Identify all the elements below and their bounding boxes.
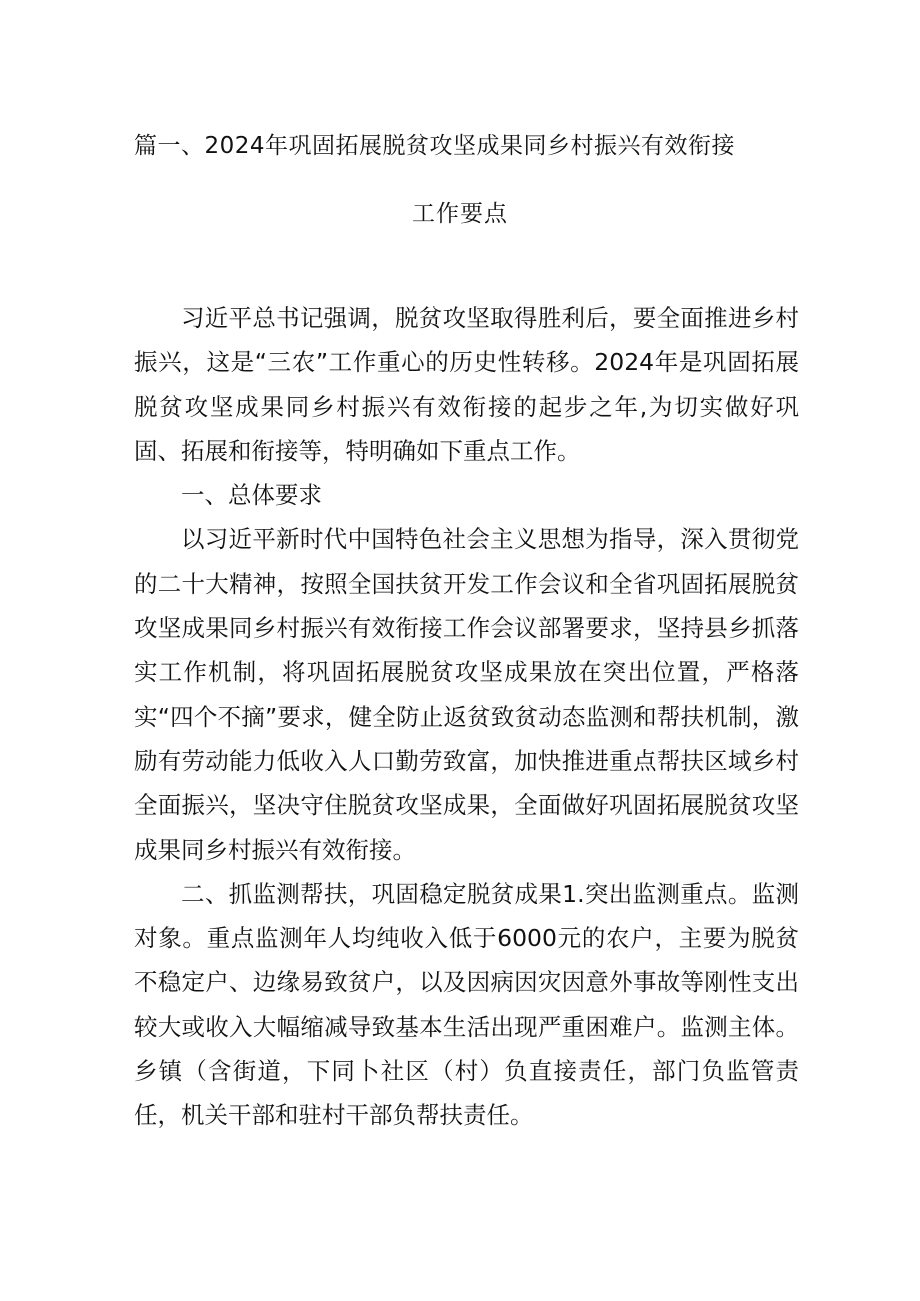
document-body	[134, 296, 799, 1138]
document-title: 篇一、2024年巩固拓展脱贫攻坚成果同乡村振兴有效衔接	[134, 133, 736, 159]
document-subtitle: 工作要点	[412, 201, 508, 227]
intro-paragraph: 习近平总书记强调，脱贫攻坚取得胜利后，要全面推进乡村振兴，这是“三农”工作重心的历史性转移。2024年是巩固拓展脱贫攻坚成果同乡村振兴有效衔接的起步之年,为切实做好巩固、拓展和衔接等，特明确如下重点工作。	[134, 304, 799, 465]
overall-requirements-paragraph: 以习近平新时代中国特色社会主义思想为指导，深入贯彻党的二十大精神，按照全国扶贫开发工作会议和全省巩固拓展脱贫攻坚成果同乡村振兴有效衔接工作会议部署要求，坚持县乡抓落实工作机制，将巩固拓展脱贫攻坚成果放在突出位置，严格落实“四个不摘”要求，健全防止返贫致贫动态监测和帮扶机制，激励有劳动能力低收入人口勤劳致富，加快推进重点帮扶区域乡村全面振兴，坚决守住脱贫攻坚成果，全面做好巩固拓展脱贫攻坚成果同乡村振兴有效衔接。	[134, 525, 799, 864]
section-heading-overall-requirements: 一、总体要求	[181, 481, 322, 510]
monitoring-assistance-paragraph: 二、抓监测帮扶，巩固稳定脱贫成果1.突出监测重点。监测对象。重点监测年人均纯收入低于6000元的农户，主要为脱贫不稳定户、边缘易致贫户，以及因病因灾因意外事故等刚性支出较大或收入大幅缩减导致基本生活出现严重困难户。监测主体。乡镇（含街道，下同卜社区（村）负直接责任，部门负监管责任，机关干部和驻村干部负帮扶责任。	[134, 879, 799, 1130]
